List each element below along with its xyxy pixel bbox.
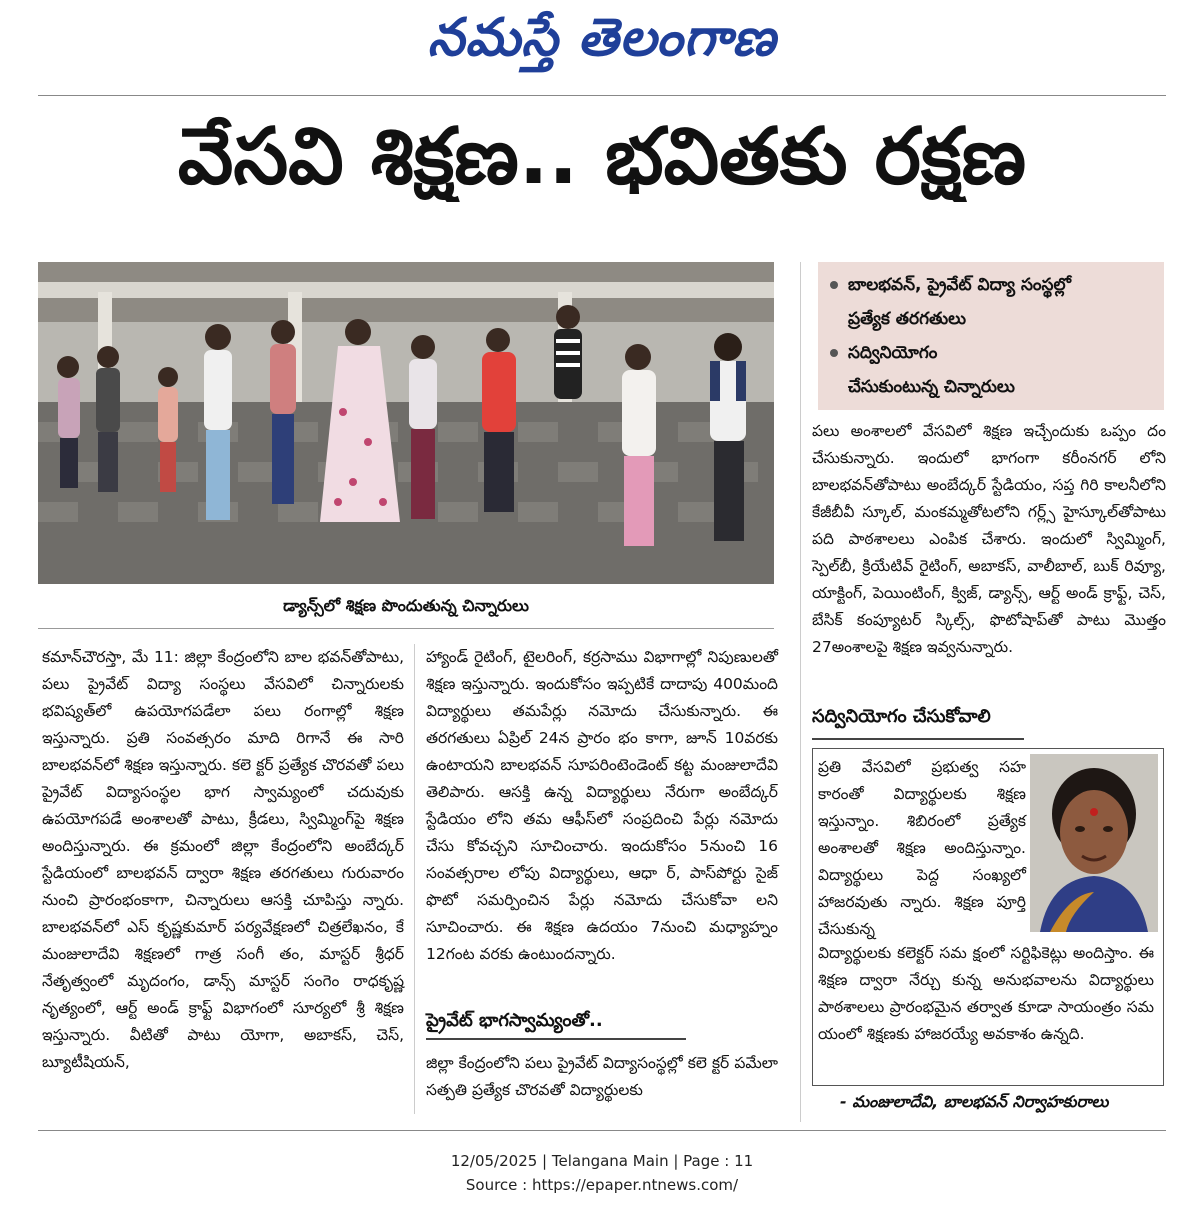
quote-heading: సద్వినియోగం చేసుకోవాలి bbox=[812, 706, 991, 727]
photo-caption: డ్యాన్స్‌లో శిక్షణ పొందుతున్న చిన్నారులు bbox=[283, 596, 529, 615]
highlight-text: బాలభవన్, ప్రైవేట్ విద్యా సంస్థల్లో bbox=[848, 275, 1071, 295]
highlight-text: ప్రత్యేక తరగతులు bbox=[848, 309, 967, 329]
article-column-2: హ్యాండ్ రైటింగ్, టైలరింగ్, కర్రసాము విభాగాల్లో నిపుణులతో శిక్షణ ఇస్తున్నారు. ఇందుకోసం ఇప్పటికే దాదాపు 400మంది విద్యార్థులు తమపేర్లు నమోదు చేసుకున్నారు. ఈ తరగతులు ఏప్రిల్ 24న ప్రారం భం కాగా, జూన్ 10వరకు ఉంటాయని బాలభవన్ సూపరింటెండెంట్ కట్ట మంజులాదేవి తెలిపారు. ఆసక్తి ఉన్న విద్యార్థులు నేరుగా అంబేద్కర్ స్టేడియం లోని తమ ఆఫీస్‌లో సంప్రదించి పేర్లు నమోదు చేసు కోవచ్చని సూచించారు. ఇందుకోసం 5నుంచి 16 సంవత్సరాల లోపు విద్యార్థులు, ఆధా ర్, పాస్‌పోర్టు సైజ్ ఫొటో సమర్పించిన పేర్లు నమోదు చేసుకోవా లని సూచించారు. ఈ శిక్షణ ఉదయం 7నుంచి మధ్యాహ్నం 12గంట వరకు ఉంటుందన్నారు. bbox=[426, 648, 778, 963]
caption-divider bbox=[38, 628, 774, 629]
column-divider bbox=[414, 644, 415, 1114]
article-column-1: కమాన్‌చౌరస్తా, మే 11: జిల్లా కేంద్రంలోని బాల భవన్‌తోపాటు, పలు ప్రైవేట్ విద్యా సంస్థలు వేసవిలో చిన్నారులకు భవిష్యత్‌లో ఉపయోగపడేలా పలు రంగాల్లో శిక్షణ ఇస్తున్నారు. ప్రతి సంవత్సరం మాది రిగానే ఈ సారి బాలభవన్‌లో శిక్షణ ఇస్తున్నారు. కలె క్టర్ ప్రత్యేక చొరవతో పలు ప్రైవేట్ విద్యాసంస్థల భాగ స్వామ్యంలో చదువుకు ఉపయోగపడే అంశాలతో పాటు, క్రీడలు, స్విమ్మింగ్‌పై శిక్షణ అందిస్తున్నారు. ఈ క్రమంలో జిల్లా కేంద్రంలోని అంబేద్కర్ స్టేడియంలో బాలభవన్ ద్వారా శిక్షణ తరగతులు గురువారం నుంచి ప్రారంభంకాగా, చిన్నారులు ఆసక్తి చూపిస్తు న్నారు. బాలభవన్‌లో ఎస్ కృష్ణకుమార్ పర్యవేక్షణలో చిత్రలేఖనం, కే మంజులాదేవి శిక్షణలో గాత్ర సంగీ తం, మాస్టర్ శ్రీధర్ నేతృత్వంలో మృదంగం, డాన్స్ మాస్టర్ సంగెం రాధకృష్ణ నృత్యంలో, ఆర్ట్ అండ్ క్రాఫ్ట్ విభాగంలో సూర్యలో శ్రీ శిక్షణ ఇస్తున్నారు. వీటితో పాటు యోగా, అబాకస్, చెస్, బ్యూటీషియన్, bbox=[42, 648, 404, 1071]
subheading-underline bbox=[426, 1038, 686, 1040]
quote-text: ప్రతి వేసవిలో ప్రభుత్వ సహ కారంతో విద్యార్థులకు శిక్షణ ఇస్తున్నాం. శిబిరంలో ప్రత్యేక అంశాలతో శిక్షణ అందిస్తున్నాం. విద్యార్థులు పెద్ద సంఖ్యలో హాజరవుతు న్నారు. శిక్షణ పూర్తి చేసుకున్న bbox=[818, 758, 1026, 938]
portrait-photo bbox=[1030, 754, 1158, 932]
section-subheading: ప్రైవేట్ భాగస్వామ్యంతో.. bbox=[426, 1010, 603, 1031]
footer-source: Source : https://epaper.ntnews.com/ bbox=[465, 1176, 739, 1194]
bullet-icon bbox=[830, 281, 838, 289]
highlight-item bbox=[848, 370, 1015, 404]
highlight-text: సద్వినియోగం bbox=[848, 343, 938, 363]
highlight-item bbox=[830, 268, 1071, 302]
quote-text-continued: విద్యార్థులకు కలెక్టర్ సమ క్షంలో సర్టిఫికెట్లు అందిస్తాం. ఈ శిక్షణ ద్వారా నేర్చు కున్న అనుభవాలను విద్యార్థులు పాఠశాలలు ప్రారంభమైన తర్వాత కూడా సాయంత్రం సమ యంలో శిక్షణకు హాజరయ్యే అవకాశం ఉన్నది. bbox=[818, 944, 1154, 1043]
highlight-item bbox=[830, 336, 937, 370]
highlight-item bbox=[848, 302, 966, 336]
highlight-text: చేసుకుంటున్న చిన్నారులు bbox=[848, 377, 1015, 397]
footer-edition-info: 12/05/2025 | Telangana Main | Page : 11 bbox=[450, 1152, 754, 1170]
masthead-divider bbox=[38, 95, 1166, 96]
footer-divider bbox=[38, 1130, 1166, 1131]
article-headline: వేసవి శిక్షణ.. భవితకు రక్షణ bbox=[177, 112, 1027, 202]
bullet-icon bbox=[830, 349, 838, 357]
quote-heading-underline bbox=[812, 738, 1024, 740]
article-column-3: పలు అంశాలలో వేసవిలో శిక్షణ ఇచ్చేందుకు ఒప్పం దం చేసుకున్నారు. ఇందులో భాగంగా కరీంనగర్ లోని బాలభవన్‌తోపాటు అంబేద్కర్ స్టేడియం, సప్త గిరి కాలనీలోని కేజీబీవీ స్కూల్, మంకమ్మతోటలోని గర్ల్స్ హైస్కూల్‌తోపాటు పది పాఠశాలలు ఎంపిక చేశారు. ఇందులో స్విమ్మింగ్, స్పెల్‌బీ, క్రియేటివ్ రైటింగ్, అబాకస్, వాలీబాల్, బుక్ రివ్యూ, యాక్టింగ్, పెయింటింగ్, క్విజ్, డ్యాన్స్, ఆర్ట్ అండ్ క్రాఫ్ట్, చెస్, బేసిక్ కంప్యూటర్ స్కిల్స్, ఫొటోషాప్‌తో పాటు మొత్తం 27అంశాలపై శిక్షణ ఇవ్వనున్నారు. bbox=[812, 422, 1166, 656]
article-column-2-continued: జిల్లా కేంద్రంలోని పలు ప్రైవేట్ విద్యాసంస్థల్లో కలె క్టర్ పమేలా సత్పతి ప్రత్యేక చొరవతో విద్యార్థులకు bbox=[426, 1054, 778, 1099]
quote-attribution: - మంజులాదేవి, బాలభవన్ నిర్వాహకురాలు bbox=[840, 1092, 1109, 1111]
article-photo bbox=[38, 262, 774, 584]
highlights-box bbox=[818, 262, 1164, 410]
newspaper-masthead: నమస్తే తెలంగాణ bbox=[427, 8, 777, 68]
column-divider bbox=[800, 262, 801, 1122]
